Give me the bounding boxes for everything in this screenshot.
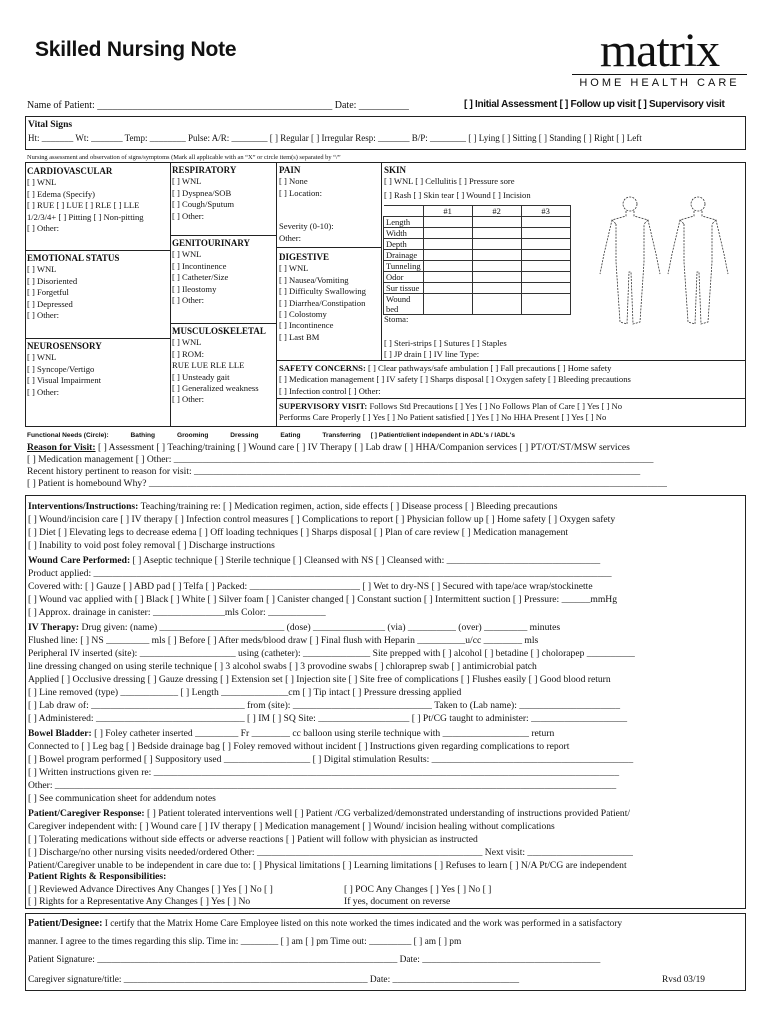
musc-item[interactable]: [ ] ROM: [172, 348, 204, 359]
digestive-section [279, 252, 366, 343]
musc-item: RUE LUE RLE LLE [172, 360, 245, 371]
wound-line-5[interactable]: [ ] Approx. drainage in canister: _______________mls Color: ____________ [28, 607, 326, 618]
gu-item[interactable]: [ ] WNL [172, 249, 202, 260]
gu-item[interactable]: [ ] Incontinence [172, 260, 227, 271]
reason-line-2[interactable]: [ ] Medication management [ ] Other: ____________________________________________________________________________________________________ [27, 454, 654, 465]
skin-section [384, 165, 531, 201]
emotional-item[interactable]: [ ] Other: [27, 310, 59, 321]
iv-line-8[interactable]: [ ] Administered: _______________________________ [ ] IM [ ] SQ Site: ___________________ [ ] Pt/CG taught to administer: ____________________ [28, 713, 628, 724]
visit-type-options[interactable]: [ ] Initial Assessment [ ] Follow up visit [ ] Supervisory visit [464, 99, 725, 110]
vital-signs-line[interactable]: Ht: _______ Wt: _______ Temp: ________ Pulse: A/R: ________ [ ] Regular [ ] Irregular Resp: _______ B/P: ________ [ ] Lying [ ] Sitting [ ] Standing [ ] Right [ ] Left [28, 133, 642, 143]
iv-therapy-label: IV Therapy: [28, 622, 80, 633]
functional-label: Functional Needs (Circle): [27, 432, 109, 439]
gu-item[interactable]: [ ] Ileostomy [172, 283, 217, 294]
certify-text: I certify that the Matrix Home Care Employee listed on this note worked the times indicated and the work was performed in a satisfactory [104, 919, 623, 929]
wound-cell[interactable] [472, 228, 521, 239]
functional-item[interactable]: Dressing [230, 432, 259, 439]
wound-row-label: Length [384, 217, 424, 228]
wound-cell[interactable] [472, 283, 521, 294]
logo-subtitle: HOME HEALTH CARE [572, 74, 747, 89]
wound-col-header: #1 [423, 206, 472, 217]
resp-item[interactable]: [ ] WNL [172, 176, 202, 187]
iv-line-3[interactable]: Peripheral IV inserted (site): ____________________ using (catheter): ______________ Site prepped with [ ] alcohol [ ] betadine [ ] cholorapep __________ [28, 648, 635, 659]
bowel-line-5[interactable]: Other: _____________________________________________________________________________________________________________________ [28, 780, 617, 791]
genitourinary-title: GENITOURINARY [172, 238, 251, 248]
wound-cell[interactable] [423, 283, 472, 294]
wound-cell[interactable] [423, 261, 472, 272]
interventions-line-2[interactable]: [ ] Wound/incision care [ ] IV therapy [ ] Infection control measures [ ] Complications to report [ ] Physician follow up [ ] Home safety [ ] Oxygen safety [28, 514, 616, 525]
pain-item[interactable]: [ ] None [279, 176, 308, 187]
safety-label: SAFETY CONCERNS: [279, 363, 366, 373]
rights-label: Patient Rights & Responsibilities: [28, 871, 167, 882]
resp-item[interactable]: [ ] Dyspnea/SOB [172, 187, 232, 198]
rights-line-1b[interactable]: [ ] POC Any Changes [ ] Yes [ ] No [ ] [344, 884, 492, 895]
response-line-2[interactable]: Caregiver independent with: [ ] Wound care [ ] IV therapy [ ] Medication management [ ] Wound/ incision healing without complications [28, 821, 555, 832]
body-diagram[interactable] [590, 192, 740, 332]
page-title: Skilled Nursing Note [35, 38, 237, 61]
reason-line-3[interactable]: Recent history pertinent to reason for visit: _____________________________________________________________________________________________ [27, 466, 641, 477]
musc-item[interactable]: [ ] Other: [172, 394, 204, 405]
wound-line-2[interactable]: Product applied: ____________________________________________________________________________________________________________ [28, 568, 612, 579]
neurosensory-section [27, 341, 102, 398]
wound-cell[interactable] [521, 239, 570, 250]
functional-needs-row [27, 430, 515, 442]
emotional-section [27, 253, 119, 321]
musc-item[interactable]: [ ] Unsteady gait [172, 371, 230, 382]
iv-line-1 [28, 622, 560, 634]
digestive-item[interactable]: [ ] Difficulty Swallowing [279, 286, 366, 297]
supervisory-line[interactable]: Follows Std Precautions [ ] Yes [ ] No Follows Plan of Care [ ] Yes [ ] No [369, 401, 623, 411]
stoma-label[interactable]: Stoma: [384, 314, 409, 324]
wound-col-header: #3 [521, 206, 570, 217]
wound-cell[interactable] [423, 239, 472, 250]
wound-cell[interactable] [521, 283, 570, 294]
safety-concerns [279, 363, 631, 397]
wound-row-label: Drainage [384, 250, 424, 261]
digestive-item[interactable]: [ ] Incontinence [279, 320, 334, 331]
iv-line-7[interactable]: [ ] Lab draw of: ________________________________ from (site): _____________________________ Taken to (Lab name): _____________________ [28, 700, 621, 711]
cardio-item[interactable]: 1/2/3/4+ [ ] Pitting [ ] Non-pitting [27, 211, 144, 222]
genitourinary-section [172, 238, 250, 306]
functional-item[interactable]: Transferring [322, 432, 361, 439]
assessment-note: Nursing assessment and observation of signs/symptoms (Mark all applicable with an “X” or circle item(s) separated by “/” [27, 154, 341, 161]
functional-item[interactable]: [ ] Patient/client independent in ADL's / IADL's [370, 432, 515, 439]
wound-options[interactable]: [ ] Aseptic technique [ ] Sterile technique [ ] Cleansed with NS [ ] Cleansed with: ________________________________ [132, 555, 601, 566]
safety-line[interactable]: [ ] Clear pathways/safe ambulation [ ] Fall precautions [ ] Home safety [367, 363, 612, 373]
wound-cell[interactable] [423, 294, 472, 315]
wound-cell[interactable] [472, 261, 521, 272]
body-front-outline [600, 197, 660, 324]
bowel-line-6[interactable]: [ ] See communication sheet for addendum notes [28, 793, 216, 804]
musc-item[interactable]: [ ] WNL [172, 337, 202, 348]
interventions-line-4[interactable]: [ ] Inability to void post foley removal [ ] Discharge instructions [28, 540, 275, 551]
bowel-line-2[interactable]: Connected to [ ] Leg bag [ ] Bedside drainage bag [ ] Foley removed without incident [ ] Instructions given regarding complications to report [28, 741, 570, 752]
wound-line-4[interactable]: [ ] Wound vac applied with [ ] Black [ ] White [ ] Silver foam [ ] Canister changed [ ] Constant suction [ ] Intermittent suction [ ] Pressure: ______mmHg [28, 594, 618, 605]
pain-item[interactable]: Other: [279, 232, 301, 243]
emotional-item[interactable]: [ ] Disoriented [27, 275, 78, 286]
musc-item[interactable]: [ ] Generalized weakness [172, 383, 259, 394]
wound-row-label: Tunneling [384, 261, 424, 272]
gu-item[interactable]: [ ] Other: [172, 295, 204, 306]
wound-cell[interactable] [423, 217, 472, 228]
emotional-item[interactable]: [ ] Depressed [27, 298, 73, 309]
neuro-item[interactable]: [ ] Other: [27, 386, 59, 397]
cardiovascular-section [27, 166, 144, 234]
wound-cell[interactable] [521, 217, 570, 228]
rights-line-2b: If yes, document on reverse [344, 896, 451, 907]
time-in-out-line[interactable]: manner. I agree to the times regarding this slip. Time in: ________ [ ] am [ ] pm Time out: _________ [ ] am [ ] pm [28, 937, 462, 947]
wound-care-label: Wound Care Performed: [28, 555, 131, 566]
wound-row-label: Odor [384, 272, 424, 283]
iv-options[interactable]: Drug given: (name) __________________________ (dose) _______________ (via) __________ (over) _________ minutes [81, 622, 561, 633]
wound-line-3[interactable]: Covered with: [ ] Gauze [ ] ABD pad [ ] Telfa [ ] Packed: _______________________ [ ] Wet to dry-NS [ ] Secured with tape/ace wrap/stockinette [28, 581, 593, 592]
wound-cell[interactable] [472, 272, 521, 283]
signature-line-1 [28, 918, 622, 930]
interventions-line-1 [28, 501, 557, 513]
emotional-item[interactable]: [ ] WNL [27, 264, 57, 275]
wound-cell[interactable] [521, 261, 570, 272]
pain-item[interactable]: [ ] Location: [279, 187, 322, 198]
respiratory-section [172, 165, 236, 222]
musculoskeletal-section [172, 326, 266, 406]
bowel-bladder-label: Bowel Bladder: [28, 728, 92, 739]
cardio-item[interactable]: [ ] RUE [ ] LUE [ ] RLE [ ] LLE [27, 200, 140, 211]
vital-signs-heading: Vital Signs [28, 119, 73, 130]
wound-measurement-table [383, 205, 571, 315]
skin-line[interactable]: [ ] Steri-strips [ ] Sutures [ ] Staples [384, 338, 507, 348]
safety-line[interactable]: [ ] Infection control [ ] Other: [279, 385, 381, 396]
functional-item[interactable]: Eating [280, 432, 301, 439]
wound-cell[interactable] [472, 250, 521, 261]
response-line-3[interactable]: [ ] Tolerating medications without side effects or adverse reactions [ ] Patient will follow with physician as instructed [28, 834, 478, 845]
pain-title: PAIN [279, 165, 301, 175]
rights-line-1a[interactable]: [ ] Reviewed Advance Directives Any Changes [ ] Yes [ ] No [ ] [28, 884, 273, 895]
wound-cell[interactable] [472, 239, 521, 250]
wound-cell[interactable] [472, 294, 521, 315]
pain-section [279, 165, 334, 244]
interventions-options[interactable]: Teaching/training re: [ ] Medication regimen, action, side effects [ ] Disease process [ ] Bleeding precautions [140, 501, 558, 512]
rights-line-2a[interactable]: [ ] Rights for a Representative Any Changes [ ] Yes [ ] No [28, 896, 251, 907]
skin-title: SKIN [384, 165, 407, 175]
iv-line-2[interactable]: Flushed line: [ ] NS _________ mls [ ] Before [ ] After meds/blood draw [ ] Final flush with Heparin __________u/cc ________ mls [28, 635, 539, 646]
logo-name: matrix [599, 24, 720, 77]
response-line-4[interactable]: [ ] Discharge/no other nursing visits needed/ordered Other: _______________________________________________ Next visit: ______________________ [28, 847, 633, 858]
wound-cell[interactable] [472, 217, 521, 228]
response-options[interactable]: [ ] Patient tolerated interventions well [ ] Patient /CG verbalized/demonstrated understanding of instructions provided Patient/ [147, 808, 631, 819]
skin-line[interactable]: [ ] JP drain [ ] IV line Type: [384, 349, 480, 360]
revision-label: Rvsd 03/19 [662, 975, 705, 985]
wound-row-label: Wound bed [384, 294, 424, 315]
reason-line-1 [27, 442, 630, 454]
cardio-item[interactable]: [ ] Other: [27, 223, 59, 234]
caregiver-signature-line[interactable]: Caregiver signature/title: ____________________________________________________ Date: ___________________________ [28, 975, 520, 985]
functional-item[interactable]: Grooming [176, 432, 209, 439]
emotional-title: EMOTIONAL STATUS [27, 253, 120, 263]
digestive-item[interactable]: [ ] Nausea/Vomiting [279, 274, 349, 285]
gu-item[interactable]: [ ] Catheter/Size [172, 272, 229, 283]
interventions-line-3[interactable]: [ ] Diet [ ] Elevating legs to decrease edema [ ] Off loading techniques [ ] Sharps disposal [ ] Plan of care review [ ] Medication management [28, 527, 569, 538]
patient-designee-label: Patient/Designee: [28, 918, 103, 929]
wound-row-label: Depth [384, 239, 424, 250]
reason-line-4[interactable]: [ ] Patient is homebound Why? ____________________________________________________________________________________________________________ [27, 478, 667, 489]
respiratory-title: RESPIRATORY [172, 165, 237, 175]
bowel-options[interactable]: [ ] Foley catheter inserted _________ Fr ________ cc balloon using sterile technique with __________________ return [94, 728, 555, 739]
response-line-1 [28, 808, 630, 820]
wound-cell[interactable] [521, 250, 570, 261]
digestive-item[interactable]: [ ] Last BM [279, 331, 320, 342]
supervisory-line[interactable]: Performs Care Properly [ ] Yes [ ] No Patient satisfied [ ] Yes [ ] No HHA Present [ ] Yes [ ] No [279, 412, 607, 423]
skin-line[interactable]: [ ] Rash [ ] Skin tear [ ] Wound [ ] Incision [384, 189, 531, 200]
bowel-line-4[interactable]: [ ] Written instructions given re: _________________________________________________________________________________________________ [28, 767, 620, 778]
emotional-item[interactable]: [ ] Forgetful [27, 287, 69, 298]
pain-item[interactable]: Severity (0-10): [279, 221, 334, 232]
skin-line[interactable]: [ ] WNL [ ] Cellulitis [ ] Pressure sore [384, 176, 515, 187]
supervisory-visit [279, 401, 622, 424]
neuro-item[interactable]: [ ] WNL [27, 352, 57, 363]
interventions-label: Interventions/Instructions: [28, 501, 139, 512]
wound-cell[interactable] [423, 272, 472, 283]
neuro-item[interactable]: [ ] Syncope/Vertigo [27, 363, 95, 374]
cardio-item[interactable]: [ ] WNL [27, 177, 57, 188]
wound-cell[interactable] [521, 228, 570, 239]
iv-line-5[interactable]: Applied [ ] Occlusive dressing [ ] Gauze dressing [ ] Extension set [ ] Injection site [ ] Site free of complications [ ] Flushes easily [ ] Good blood return [28, 674, 611, 685]
functional-item[interactable]: Bathing [130, 432, 156, 439]
neuro-item[interactable]: [ ] Visual Impairment [27, 375, 102, 386]
response-label: Patient/Caregiver Response: [28, 808, 145, 819]
supervisory-label: SUPERVISORY VISIT: [279, 401, 368, 411]
matrix-logo [572, 24, 747, 89]
iv-line-6[interactable]: [ ] Line removed (type) ____________ [ ] Length ______________cm [ ] Tip intact [ ] Pressure dressing applied [28, 687, 462, 698]
wound-cell[interactable] [521, 272, 570, 283]
digestive-title: DIGESTIVE [279, 252, 330, 262]
wound-line-1 [28, 555, 600, 567]
patient-name-date-line[interactable]: Name of Patient: _______________________________________________ Date: __________ [27, 100, 409, 111]
reason-label: Reason for Visit: [27, 442, 96, 453]
cardio-item[interactable]: [ ] Edema (Specify) [27, 188, 96, 199]
body-back-outline [668, 197, 728, 324]
bowel-line-1 [28, 728, 554, 740]
wound-col-header: #2 [472, 206, 521, 217]
resp-item[interactable]: [ ] Other: [172, 210, 204, 221]
wound-cell[interactable] [521, 294, 570, 315]
bowel-line-3[interactable]: [ ] Bowel program performed [ ] Suppository used __________________ [ ] Digital stimulation Results: __________________________________________ [28, 754, 634, 765]
safety-line[interactable]: [ ] Medication management [ ] IV safety [ ] Sharps disposal [ ] Oxygen safety [ ] Bleeding precautions [279, 374, 631, 385]
skin-extra-section [384, 338, 507, 361]
digestive-item[interactable]: [ ] WNL [279, 263, 309, 274]
wound-row-label: Sur tissue [384, 283, 424, 294]
iv-line-4[interactable]: line dressing changed on using sterile technique [ ] 3 alcohol swabs [ ] 3 provodine swabs [ ] chloraprep swab [ ] antimicrobial patch [28, 661, 537, 672]
wound-cell[interactable] [423, 228, 472, 239]
digestive-item[interactable]: [ ] Diarrhea/Constipation [279, 297, 366, 308]
wound-row-label: Width [384, 228, 424, 239]
reason-options[interactable]: [ ] Assessment [ ] Teaching/training [ ] Wound care [ ] IV Therapy [ ] Lab draw [ ] HHA/Companion services [ ] PT/OT/ST/MSW services [97, 442, 630, 453]
cardiovascular-title: CARDIOVASCULAR [27, 166, 113, 176]
resp-item[interactable]: [ ] Cough/Sputum [172, 199, 235, 210]
response-line-5[interactable]: Patient/Caregiver unable to be independent in care due to: [ ] Physical limitations [ ] Learning limitations [ ] Refuses to learn [ ] N/A Pt/CG are independent [28, 860, 627, 871]
patient-signature-line[interactable]: Patient Signature: ________________________________________________________________ Date: ______________________________________ [28, 955, 601, 965]
musculoskeletal-title: MUSCULOSKELETAL [172, 326, 266, 336]
wound-cell[interactable] [423, 250, 472, 261]
digestive-item[interactable]: [ ] Colostomy [279, 309, 327, 320]
neurosensory-title: NEUROSENSORY [27, 341, 102, 351]
